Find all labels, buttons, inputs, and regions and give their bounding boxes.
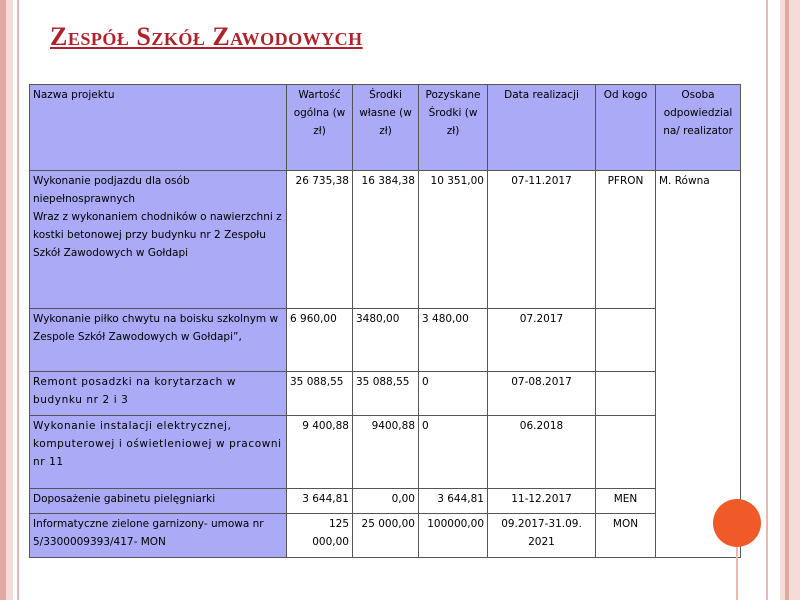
project-name-cell: Wykonanie piłko chwytu na boisku szkolnym w Zespole Szkół Zawodowych w Gołdapi”, <box>30 309 287 372</box>
responsible-person-cell: M. Równa <box>656 171 741 558</box>
source-cell <box>596 372 656 416</box>
total-value-cell: 6 960,00 <box>287 309 353 372</box>
total-value-cell: 26 735,38 <box>287 171 353 309</box>
header-total-value: Wartość ogólna (w zł) <box>287 85 353 171</box>
own-funds-cell: 25 000,00 <box>353 514 419 558</box>
projects-table <box>29 84 741 558</box>
header-own-funds: Środki własne (w zł) <box>353 85 419 171</box>
acquired-funds-cell: 100000,00 <box>419 514 488 558</box>
left-decorative-border <box>0 0 13 600</box>
total-value-cell: 3 644,81 <box>287 489 353 514</box>
total-value-cell: 35 088,55 <box>287 372 353 416</box>
realization-date-cell: 06.2018 <box>488 416 596 489</box>
realization-date-cell: 07-08.2017 <box>488 372 596 416</box>
table-row <box>30 489 741 514</box>
source-cell <box>596 416 656 489</box>
header-responsible-person: Osoba odpowiedzial na/ realizator <box>656 85 741 171</box>
source-cell <box>596 309 656 372</box>
acquired-funds-cell: 0 <box>419 416 488 489</box>
own-funds-cell: 0,00 <box>353 489 419 514</box>
project-name-line: Wykonanie podjazdu dla osób niepełnosprawnych <box>33 175 190 205</box>
total-value-cell: 9 400,88 <box>287 416 353 489</box>
acquired-funds-cell: 3 480,00 <box>419 309 488 372</box>
project-name-cell: Wykonanie instalacji elektrycznej, komputerowej i oświetleniowej w pracowni nr 11 <box>30 416 287 489</box>
decorative-circle <box>713 499 761 547</box>
own-funds-cell: 9400,88 <box>353 416 419 489</box>
realization-date-cell: 11-12.2017 <box>488 489 596 514</box>
own-funds-cell: 35 088,55 <box>353 372 419 416</box>
project-name-line: Wraz z wykonaniem chodników o nawierzchni z kostki betonowej przy budynku nr 2 Zespołu Szkół Zawodowych w Gołdapi <box>33 211 282 259</box>
source-cell: MON <box>596 514 656 558</box>
realization-date-cell: 07-11.2017 <box>488 171 596 309</box>
header-project-name: Nazwa projektu <box>30 85 287 171</box>
source-cell: PFRON <box>596 171 656 309</box>
project-name-cell: Informatyczne zielone garnizony- umowa nr 5/3300009393/417- MON <box>30 514 287 558</box>
left-decorative-line <box>17 0 19 600</box>
table-row <box>30 514 741 558</box>
acquired-funds-cell: 0 <box>419 372 488 416</box>
project-name-cell: Remont posadzki na korytarzach w budynku nr 2 i 3 <box>30 372 287 416</box>
realization-date-cell: 09.2017-31.09. 2021 <box>488 514 596 558</box>
total-value-cell: 125 000,00 <box>287 514 353 558</box>
header-acquired-funds: Pozyskane Środki (w zł) <box>419 85 488 171</box>
header-source: Od kogo <box>596 85 656 171</box>
realization-date-cell: 07.2017 <box>488 309 596 372</box>
source-cell: MEN <box>596 489 656 514</box>
header-realization-date: Data realizacji <box>488 85 596 171</box>
acquired-funds-cell: 3 644,81 <box>419 489 488 514</box>
project-name-cell: Doposażenie gabinetu pielęgniarki <box>30 489 287 514</box>
table-row <box>30 416 741 489</box>
own-funds-cell: 3480,00 <box>353 309 419 372</box>
own-funds-cell: 16 384,38 <box>353 171 419 309</box>
table-row <box>30 372 741 416</box>
slide-title: Zespół Szkół Zawodowych <box>50 22 363 51</box>
right-decorative-border <box>780 0 800 600</box>
table-header-row <box>30 85 741 171</box>
acquired-funds-cell: 10 351,00 <box>419 171 488 309</box>
table-row <box>30 171 741 309</box>
right-decorative-line <box>766 0 768 600</box>
table-row <box>30 309 741 372</box>
project-name-cell <box>30 171 287 309</box>
